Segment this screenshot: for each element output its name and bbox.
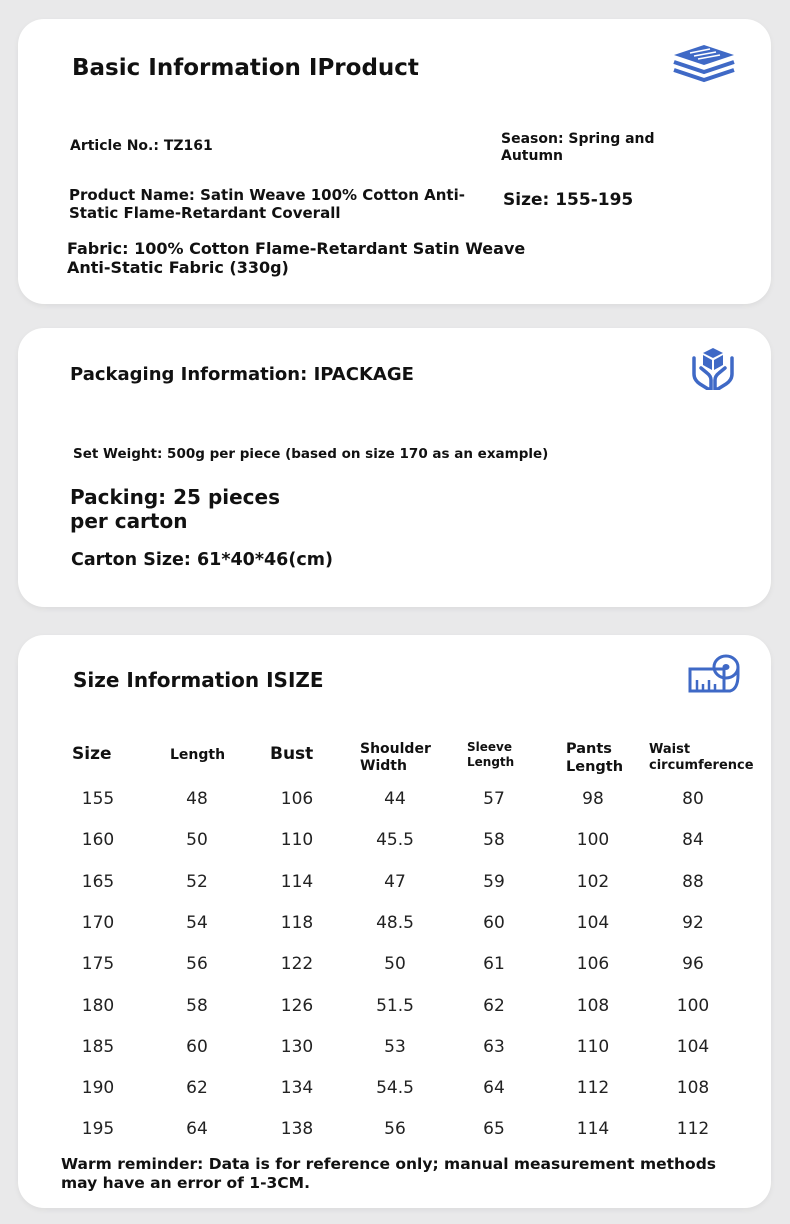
size-table-cell: 170	[81, 912, 115, 933]
basic-info-card	[18, 19, 771, 304]
size-table-cell: 56	[384, 1119, 406, 1140]
size-range: Size: 155-195	[503, 190, 634, 210]
size-table-cell: 63	[483, 1036, 505, 1057]
size-table-cell: 155	[81, 789, 115, 809]
header-pants-l2: Length	[566, 759, 624, 775]
size-table-cell: 102	[576, 871, 610, 892]
basic-info-title: Basic Information IProduct	[72, 55, 419, 81]
stacked-documents-icon	[672, 43, 736, 89]
size-table-cell: 110	[576, 1036, 610, 1057]
size-table-cell: 112	[676, 1119, 710, 1140]
size-table-cell: 84	[682, 830, 704, 851]
size-table-cell: 175	[81, 954, 115, 975]
set-weight: Set Weight: 500g per piece (based on size 170 as an example)	[73, 446, 549, 462]
size-info-card	[18, 635, 771, 1208]
season-line1: Season: Spring and	[501, 131, 655, 147]
header-sleeve-l2: Length	[467, 755, 515, 769]
size-table-cell: 106	[280, 789, 314, 809]
header-length: Length	[170, 747, 226, 763]
packing-line2: per carton	[70, 509, 188, 533]
size-table-cell: 165	[81, 871, 115, 892]
size-table-cell: 160	[81, 830, 115, 851]
season-line2: Autumn	[501, 148, 564, 164]
size-table-cell: 64	[186, 1119, 208, 1140]
size-table-cell: 47	[384, 871, 406, 892]
size-table-cell: 108	[676, 1078, 710, 1099]
size-table-cell: 56	[186, 954, 208, 975]
size-table-cell: 50	[186, 830, 208, 851]
size-table-cell: 51.5	[376, 995, 414, 1016]
size-table-cell: 58	[483, 830, 505, 851]
size-table-cell: 130	[280, 1036, 314, 1057]
size-table-cell: 50	[384, 954, 406, 975]
size-table-cell: 112	[576, 1078, 610, 1099]
size-table-cell: 106	[576, 954, 610, 975]
carton-size: Carton Size: 61*40*46(cm)	[71, 550, 333, 570]
header-shoulder-l1: Shoulder	[360, 741, 431, 757]
size-table-cell: 104	[576, 912, 610, 933]
size-table-cell: 114	[280, 871, 314, 892]
header-waist-l2: circumference	[649, 758, 754, 773]
size-table-cell: 48.5	[376, 912, 414, 933]
hands-holding-box-icon	[691, 346, 735, 394]
size-table-cell: 100	[576, 830, 610, 851]
size-table-cell: 44	[384, 789, 406, 809]
packaging-info-card	[18, 328, 771, 607]
size-table-cell: 180	[81, 995, 115, 1016]
size-table-cell: 57	[483, 789, 505, 809]
packaging-info-title: Packaging Information: IPACKAGE	[70, 364, 414, 385]
size-table-cell: 138	[280, 1119, 314, 1140]
size-table-cell: 118	[280, 912, 314, 933]
size-table-cell: 45.5	[376, 830, 414, 851]
size-table-cell: 60	[483, 912, 505, 933]
fabric-line1: Fabric: 100% Cotton Flame-Retardant Satin Weave	[67, 239, 526, 258]
size-table-cell: 104	[676, 1036, 710, 1057]
size-table-cell: 64	[483, 1078, 505, 1099]
header-pants-l1: Pants	[566, 741, 612, 757]
size-table-cell: 62	[483, 995, 505, 1016]
fabric-line2: Anti-Static Fabric (330g)	[67, 258, 289, 277]
size-table-cell: 52	[186, 871, 208, 892]
product-name-line1: Product Name: Satin Weave 100% Cotton Anti-	[69, 186, 465, 204]
size-table-cell: 88	[682, 871, 704, 892]
packing-line1: Packing: 25 pieces	[70, 485, 280, 509]
size-table-cell: 108	[576, 995, 610, 1016]
header-sleeve-l1: Sleeve	[467, 740, 512, 754]
size-table-cell: 92	[682, 912, 704, 933]
article-number: Article No.: TZ161	[70, 138, 213, 154]
size-table-cell: 122	[280, 954, 314, 975]
size-table-cell: 114	[576, 1119, 610, 1140]
measuring-tape-icon	[688, 653, 740, 699]
size-table-cell: 65	[483, 1119, 505, 1140]
size-table-cell: 134	[280, 1078, 314, 1099]
size-table-cell: 80	[682, 789, 704, 809]
header-bust: Bust	[270, 744, 314, 764]
header-waist-l1: Waist	[649, 742, 691, 757]
size-table-cell: 58	[186, 995, 208, 1016]
size-table-cell: 190	[81, 1078, 115, 1099]
size-table-cell: 195	[81, 1119, 115, 1140]
product-name-line2: Static Flame-Retardant Coverall	[69, 204, 341, 222]
size-table-cell: 59	[483, 871, 505, 892]
size-table-cell: 62	[186, 1078, 208, 1099]
header-size: Size	[72, 744, 112, 764]
size-table-cell: 54.5	[376, 1078, 414, 1099]
size-info-title: Size Information ISIZE	[73, 668, 324, 692]
size-table-cell: 53	[384, 1036, 406, 1057]
size-table-cell: 126	[280, 995, 314, 1016]
size-table-cell: 98	[582, 789, 604, 809]
size-table-cell: 185	[81, 1036, 115, 1057]
warm-reminder-line1: Warm reminder: Data is for reference only; manual measurement methods	[61, 1155, 717, 1173]
size-table-cell: 48	[186, 789, 208, 809]
size-table-cell: 100	[676, 995, 710, 1016]
size-table-cell: 54	[186, 912, 208, 933]
size-table-cell: 110	[280, 830, 314, 851]
size-table-cell: 61	[483, 954, 505, 975]
header-shoulder-l2: Width	[360, 758, 407, 774]
size-table-cell: 60	[186, 1036, 208, 1057]
warm-reminder-line2: may have an error of 1-3CM.	[61, 1174, 310, 1192]
size-table-cell: 96	[682, 954, 704, 975]
